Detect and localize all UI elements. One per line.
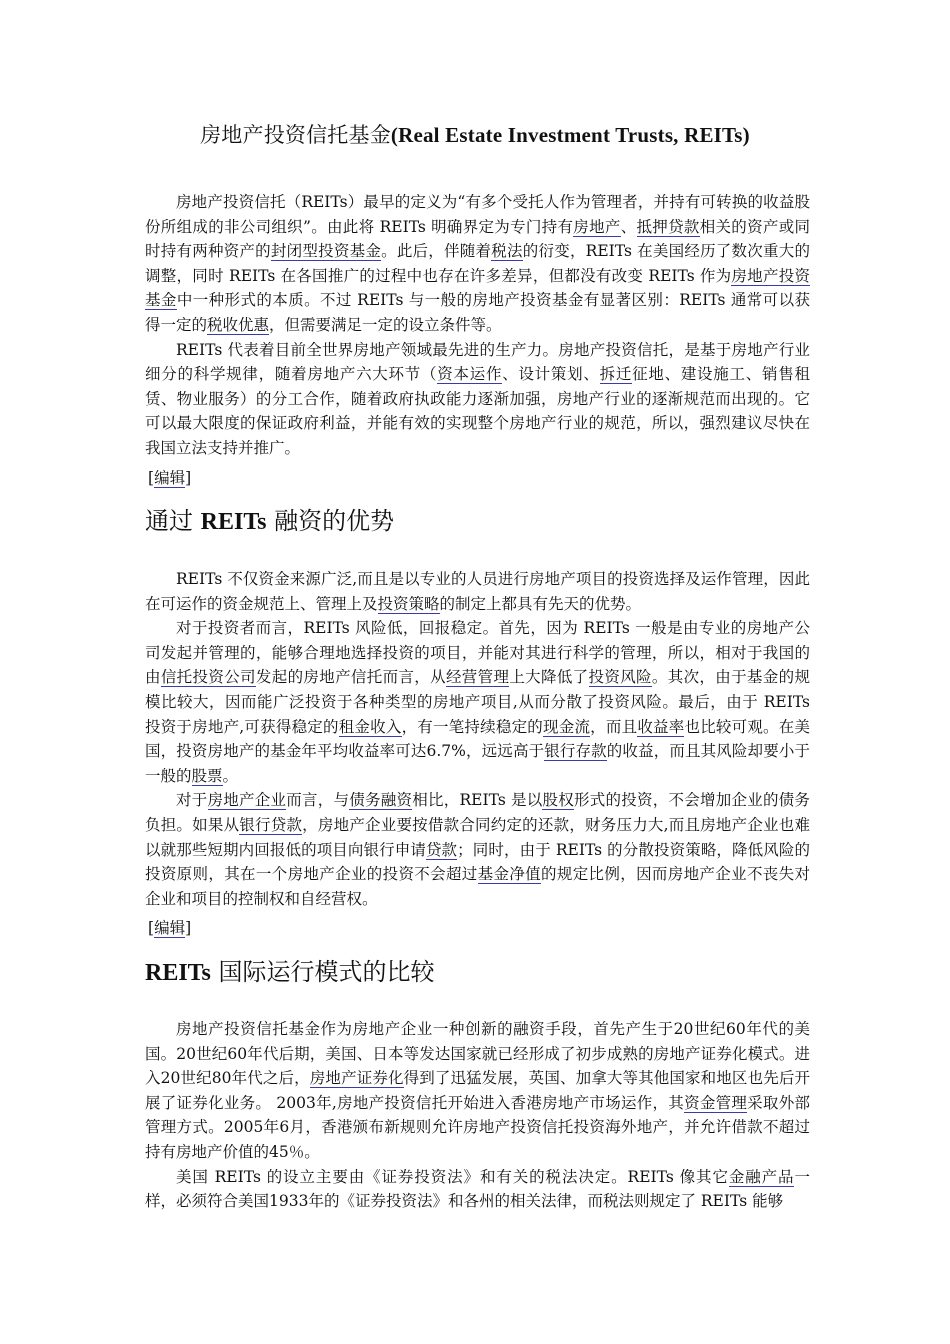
wiki-link[interactable]: 拆迁 bbox=[599, 365, 633, 384]
wiki-link[interactable]: 房地产企业 bbox=[207, 791, 287, 810]
wiki-link[interactable]: 股票 bbox=[191, 766, 223, 785]
paragraph-text: ，而且 bbox=[590, 717, 638, 736]
paragraph-text: 的规定比例，因而房地产企业不丧失对企业和项目的控制权和自经营权。 bbox=[145, 865, 810, 908]
wiki-link[interactable]: 税法 bbox=[491, 242, 523, 261]
paragraph-text: ，有一笔持续稳定的 bbox=[401, 717, 544, 736]
section-heading-international: REITs 国际运行模式的比较 bbox=[145, 958, 435, 986]
paragraph-text: 、 bbox=[620, 217, 637, 236]
paragraph-text: 房地产投资信托（REITs）最早的定义为“有多个受托人作为管理者，并持有可转换的收益股份所组成的非公司组织”。由此将 REITs 明确界定为专门持有 bbox=[145, 193, 810, 236]
wiki-link[interactable]: 房地产 bbox=[573, 217, 621, 236]
wiki-link[interactable]: 基金净值 bbox=[477, 865, 542, 884]
paragraph-text: 也比较可观。在美国，投资房地产的基金年平均收益率可达6.7%，远远高于 bbox=[145, 717, 810, 761]
international-section bbox=[145, 1017, 810, 1214]
intro-section bbox=[145, 190, 810, 461]
paragraph-text: 、设计策划、 bbox=[502, 365, 600, 384]
wiki-link[interactable]: 银行贷款 bbox=[239, 815, 303, 834]
paragraph-text: 上大降低了 bbox=[509, 668, 589, 687]
advantages-paragraph-3 bbox=[145, 788, 810, 911]
international-paragraph-1 bbox=[145, 1017, 810, 1165]
wiki-link[interactable]: 抵押贷款 bbox=[636, 217, 700, 236]
wiki-link[interactable]: 债务融资 bbox=[349, 791, 413, 810]
page-title bbox=[0, 120, 950, 150]
wiki-link[interactable]: 资金管理 bbox=[684, 1093, 748, 1112]
paragraph-text: 中一种形式的本质。不过 REITs 与一般的房地产投资基金有显著区别：REITs 通常可以获得一定的 bbox=[145, 291, 810, 334]
paragraph-text: 的衍变，REITs 在美国经历了数次重大的调整，同时 REITs 在各国推广的过程中也存在许多差异，但都没有改变 REITs 作为 bbox=[145, 242, 810, 285]
paragraph-text: 相关的资产或同时持有两种资产的 bbox=[145, 217, 810, 261]
intro-paragraph-2 bbox=[145, 338, 810, 461]
wiki-link[interactable]: 投资风险 bbox=[588, 668, 652, 687]
paragraph-text: 房地产投资信托基金作为房地产企业一种创新的融资手段，首先产生于20世纪60年代的美国。20世纪60年代后期，美国、日本等发达国家就已经形成了初步成熟的房地产证券化模式。进入20世纪80年代之后， bbox=[145, 1020, 810, 1088]
wiki-link[interactable]: 经营管理 bbox=[445, 668, 510, 687]
edit-link-1: [编辑] bbox=[148, 469, 192, 487]
wiki-link[interactable]: 收益率 bbox=[637, 717, 685, 736]
paragraph-text: 的收益，而且其风险却要小于一般的 bbox=[145, 742, 810, 785]
edit-link[interactable]: 编辑 bbox=[154, 469, 186, 487]
international-paragraph-2 bbox=[145, 1165, 810, 1214]
advantages-section bbox=[145, 567, 810, 911]
paragraph-text: 发起的房地产信托而言，从 bbox=[255, 668, 446, 687]
wiki-link[interactable]: 金融产品 bbox=[728, 1167, 795, 1186]
paragraph-text: 的制定上都具有先天的优势。 bbox=[439, 594, 642, 613]
wiki-link[interactable]: 资本运作 bbox=[437, 365, 503, 384]
paragraph-text: ，房地产企业要按借款合同约定的还款，财务压力大,而且房地产企业也难以就那些短期内回报低的项目向银行申请 bbox=[145, 815, 810, 859]
paragraph-text: 一样，必须符合美国1933年的《证券投资法》和各州的相关法律，而税法则规定了 REITs 能够 bbox=[145, 1167, 810, 1211]
paragraph-text: REITs 不仅资金来源广泛,而且是以专业的人员进行房地产项目的投资选择及运作管理，因此在可运作的资金规范上、管理上及 bbox=[145, 570, 810, 613]
paragraph-text: ，但需要满足一定的设立条件等。 bbox=[269, 315, 502, 334]
paragraph-text: 。其次，由于基金的规模比较大，因而能广泛投资于各种类型的房地产项目,从而分散了投资风险。最后，由于 REITs 投资于房地产,可获得稳定的 bbox=[145, 668, 810, 736]
paragraph-text: REITs 代表着目前全世界房地产领域最先进的生产力。房地产投资信托，是基于房地产行业细分的科学规律，随着房地产六大环节（ bbox=[145, 340, 810, 384]
paragraph-text: 相比，REITs 是以 bbox=[412, 791, 543, 810]
paragraph-text: 对于投资者而言，REITs 风险低，回报稳定。首先，因为 REITs 一般是由专业的房地产公司发起并管理的，能够合理地选择投资的项目，并能对其进行科学的管理，所以，相对于我国的由 bbox=[145, 619, 810, 687]
wiki-link[interactable]: 贷款 bbox=[425, 840, 458, 859]
paragraph-text: 。 bbox=[222, 766, 239, 785]
paragraph-text: 对于 bbox=[176, 791, 208, 810]
advantages-paragraph-1 bbox=[145, 567, 810, 616]
title-chinese: 房地产投资信托基金 bbox=[200, 123, 391, 147]
wiki-link[interactable]: 房地产投资基金 bbox=[145, 266, 810, 310]
wiki-link[interactable]: 银行存款 bbox=[544, 742, 607, 761]
edit-link[interactable]: 编辑 bbox=[154, 919, 186, 937]
paragraph-text: 美国 REITs 的设立主要由《证券投资法》和有关的税法决定。REITs 像其它 bbox=[176, 1167, 729, 1186]
edit-link-2: [编辑] bbox=[148, 919, 192, 937]
wiki-link[interactable]: 股权 bbox=[542, 791, 574, 810]
wiki-link[interactable]: 投资策略 bbox=[377, 594, 440, 613]
advantages-paragraph-2 bbox=[145, 616, 810, 788]
paragraph-text: 。此后，伴随着 bbox=[381, 242, 492, 261]
paragraph-text: ；同时，由于 REITs 的分散投资策略，降低风险的投资原则，其在一个房地产企业的投资不会超过 bbox=[145, 840, 810, 884]
section-heading-advantages: 通过 REITs 融资的优势 bbox=[145, 507, 395, 535]
wiki-link[interactable]: 现金流 bbox=[543, 717, 591, 736]
wiki-link[interactable]: 税收优惠 bbox=[207, 315, 270, 334]
paragraph-text: 征地、建设施工、销售租赁、物业服务）的分工合作，随着政府执政能力逐渐加强，房地产行业的逐渐规范而出现的。它可以最大限度的保证政府利益，并能有效的实现整个房地产行业的规范，所以，强烈建议尽快在我国立法支持并推广。 bbox=[145, 365, 810, 457]
paragraph-text: 得到了迅猛发展，英国、加拿大等其他国家和地区也先后开展了证券化业务。 2003年,房地产投资信托开始进入香港房地产市场运作，其 bbox=[145, 1069, 810, 1112]
paragraph-text: 采取外部管理方式。2005年6月，香港颁布新规则允许房地产投资信托投资海外地产，并允许借款不超过持有房地产价值的45％。 bbox=[145, 1093, 810, 1161]
paragraph-text: 形式的投资，不会增加企业的债务负担。如果从 bbox=[145, 791, 810, 834]
title-english: (Real Estate Investment Trusts, REITs) bbox=[390, 123, 750, 147]
wiki-link[interactable]: 租金收入 bbox=[338, 717, 402, 736]
wiki-link[interactable]: 信托投资公司 bbox=[160, 668, 256, 687]
wiki-link[interactable]: 封闭型投资基金 bbox=[270, 242, 382, 261]
wiki-link[interactable]: 房地产证券化 bbox=[309, 1069, 404, 1088]
intro-paragraph-1 bbox=[145, 190, 810, 338]
paragraph-text: 而言，与 bbox=[286, 791, 350, 810]
